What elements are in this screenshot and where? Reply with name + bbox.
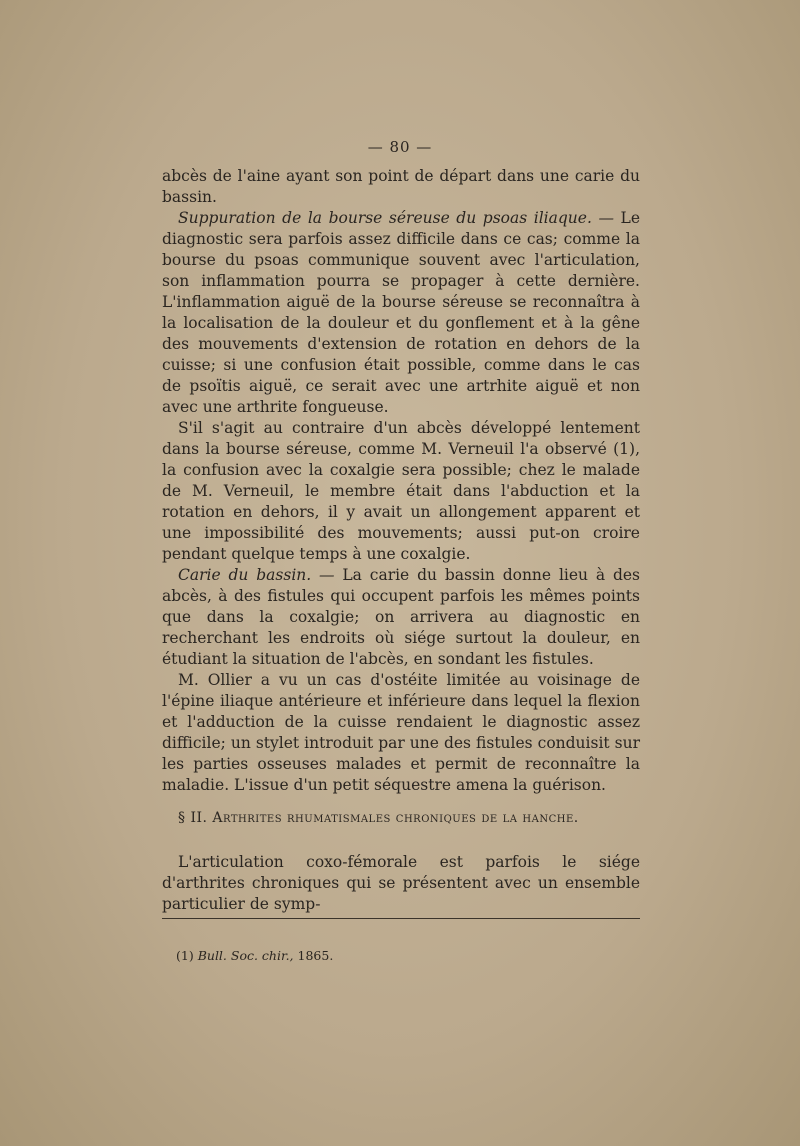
paragraph-psoas-body: Le diagnostic sera parfois assez difficile dans ce cas; comme la bourse du psoas communique souvent avec l'articulation, son inflammation pourra se propager à cette dernière. L'inflammation aiguë de la bourse séreuse se reconnaîtra à la localisation de la douleur et du gonflement et à la gêne des mouvements d'extension de rotation en dehors de la cuisse; si une confusion était possible, comme dans le cas de psoïtis aiguë, ce serait avec une artrhite aiguë et non avec une arthrite fongueuse. [162,209,640,416]
section-heading [162,808,656,828]
paragraph-carie [162,565,640,670]
paragraph-carie-body: La carie du bassin donne lieu à des abcès, à des fistules qui occupent parfois les mêmes points que dans la coxalgie; on arrivera au diagnostic en recherchant les endroits où siége surtout la douleur, en étudiant la situation de l'abcès, en sondant les fistules. [162,566,640,668]
heading-carie: Carie du bassin. — [178,566,335,584]
page-number: — 80 — [367,138,433,156]
section-title-text: Arthrites rhumatismales chroniques de la hanche. [212,810,579,826]
paragraph-continuation: abcès de l'aine ayant son point de départ dans une carie du bassin. [162,167,640,206]
footnote-rule [162,918,640,919]
paragraph-coxo-femorale: L'articulation coxo-fémorale est parfois le siége d'arthrites chroniques qui se présentent avec un ensemble particulier de symp- [162,853,640,913]
main-text [162,166,640,796]
section-text [162,852,640,915]
footnote-marker: (1) [176,948,194,963]
footnote-year: 1865. [297,948,334,963]
footnote [176,948,333,964]
paragraph-psoas [162,208,640,418]
heading-psoas: Suppuration de la bourse séreuse du psoas iliaque. — [178,209,614,227]
footnote-source: Bull. Soc. chir., [197,948,294,963]
paragraph-verneuil: S'il s'agit au contraire d'un abcès développé lentement dans la bourse séreuse, comme M. Verneuil l'a observé (1), la confusion avec la coxalgie sera possible; chez le malade de M. Verneuil, le membre était dans l'abduction et la rotation en dehors, il y avait un allongement apparent et une impossibilité des mouvements; aussi put-on croire pendant quelque temps à une coxalgie. [162,419,640,563]
section-number: § II. [178,810,208,826]
paragraph-ollier: M. Ollier a vu un cas d'ostéite limitée au voisinage de l'épine iliaque antérieure et inférieure dans lequel la flexion et l'adduction de la cuisse rendaient le diagnostic assez difficile; un stylet introduit par une des fistules conduisit sur les parties osseuses malades et permit de reconnaître la maladie. L'issue d'un petit séquestre amena la guérison. [162,671,640,794]
